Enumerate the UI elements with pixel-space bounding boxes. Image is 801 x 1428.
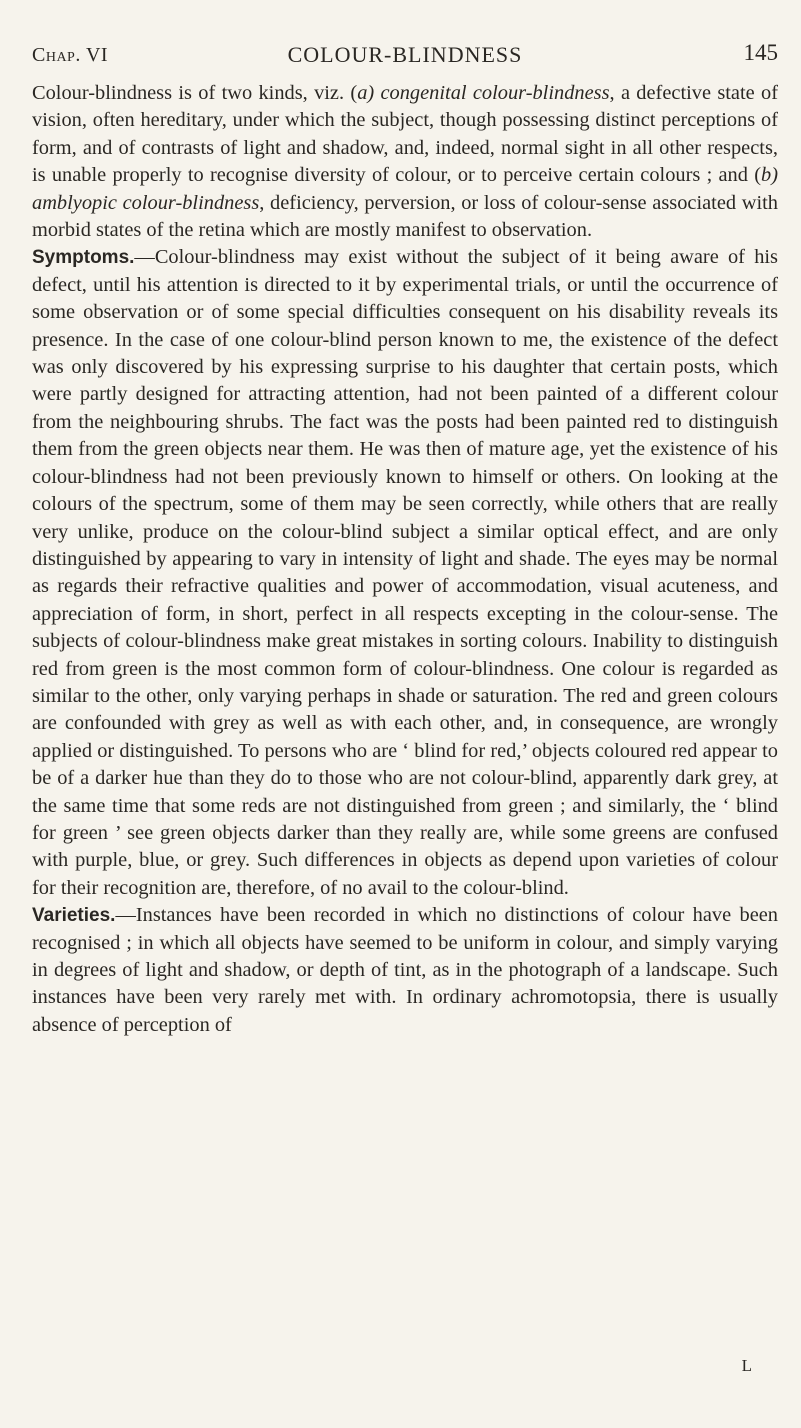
term-congenital: a) congenital colour-blindness	[357, 82, 610, 104]
term-amblyopic: b) amblyopic colour-blindness	[32, 164, 778, 214]
heading-symptoms: Symptoms.	[32, 247, 135, 269]
running-header	[32, 28, 778, 74]
intro-text-3: , deficiency, perversion, or loss of colour-sense associated with morbid states of the retina which are mostly manifest to observation.	[32, 191, 778, 242]
paragraph-symptoms	[32, 244, 778, 902]
page-title: COLOUR-BLINDNESS	[287, 42, 523, 67]
varieties-text: —Instances have been recorded in which no distinctions of colour have been recognised ; in which all objects have seemed to be uniform in colour, and simply varying in degrees of light and shadow, or depth of tint, as in the photograph of a landscape. Such instances have been very rarely met with. In ordinary achromotopsia, there is usually absence of perception of	[32, 904, 778, 1036]
intro-text-1: Colour-blindness is of two kinds, viz. (	[32, 82, 358, 104]
intro-text-2: , a defective state of vision, often hereditary, under which the subject, though possessing distinct perceptions of form, and of contrasts of light and shadow, and, indeed, normal sight in all other respects, is unable properly to recognise diversity of colour, or to perceive certain colours ; and (	[32, 82, 778, 187]
body-text	[32, 80, 778, 1039]
page-number: 145	[743, 40, 778, 65]
symptoms-text: —Colour-blindness may exist without the subject of it being aware of his defect, until his attention is directed to it by experimental trials, or until the occurrence of some observation or of some special difficulties consequent on his disability reveals its presence. In the case of one colour-blind person known to me, the existence of the defect was only discovered by his expressing surprise to his daughter that certain posts, which were partly designed for attracting attention, had not been painted of a different colour from the neighbouring shrubs. The fact was the posts had been painted red to distinguish them from the green objects near them. He was then of mature age, yet the existence of his colour-blindness had not been previously known to himself or others. On looking at the colours of the spectrum, some of them may be seen correctly, while others that are really very unlike, produce on the colour-blind subject a similar optical effect, and are only distinguished by appearing to vary in intensity of light and shade. The eyes may be normal as regards their refractive qualities and power of accommodation, visual acuteness, and appreciation of form, in short, perfect in all respects excepting in the colour-sense. The subjects of colour-blindness make great mistakes in sorting colours. Inability to distinguish red from green is the most common form of colour-blindness. One colour is regarded as similar to the other, only varying perhaps in shade or saturation. The red and green colours are confounded with grey as well as with each other, and, in consequence, are wrongly applied or distinguished. To persons who are ‘ blind for red,’ objects coloured red appear to be of a darker hue than they do to those who are not colour-blind, apparently dark grey, at the same time that some reds are not distinguished from green ; and similarly, the ‘ blind for green ’ see green objects darker than they really are, while some greens are confused with purple, blue, or grey. Such differences in objects as depend upon varieties of colour for their recognition are, therefore, of no avail to the colour-blind.	[32, 246, 778, 899]
signature-mark: L	[741, 1356, 752, 1375]
book-page	[32, 28, 778, 1408]
paragraph-intro	[32, 80, 778, 244]
paragraph-varieties	[32, 902, 778, 1039]
heading-varieties: Varieties.	[32, 905, 116, 927]
chapter-label: Chap. VI	[32, 44, 109, 66]
